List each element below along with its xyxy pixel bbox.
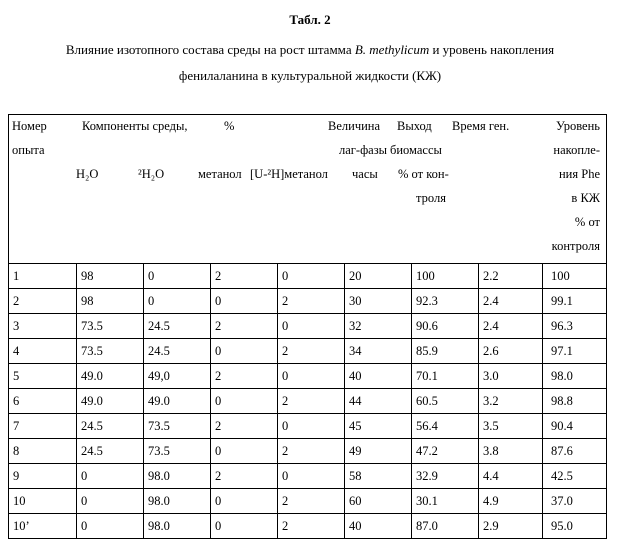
cell-biomass-yield: 32.9 [412, 464, 479, 489]
table-row [9, 339, 607, 364]
cell-methanol: 2 [211, 414, 278, 439]
cell-phe-level: 97.1 [543, 339, 607, 364]
cell-experiment-no: 9 [9, 464, 77, 489]
cell-phe-level: 98.0 [543, 364, 607, 389]
cell-h2o: 98 [77, 264, 144, 289]
cell-h2o: 24.5 [77, 439, 144, 464]
cell-experiment-no: 1 [9, 264, 77, 289]
cell-phe-level: 100 [543, 264, 607, 289]
table-row [9, 289, 607, 314]
cell-phe-level: 90.4 [543, 414, 607, 439]
cell-h2o: 49.0 [77, 364, 144, 389]
cell-biomass-yield: 85.9 [412, 339, 479, 364]
cell-deuterated-methanol: 2 [278, 439, 345, 464]
header-experiment-no-line1: Номер [12, 119, 47, 133]
cell-biomass-yield: 56.4 [412, 414, 479, 439]
cell-h2o: 73.5 [77, 314, 144, 339]
cell-lag-phase: 44 [345, 389, 412, 414]
cell-phe-level: 95.0 [543, 514, 607, 539]
caption-text-start: Влияние изотопного состава среды на рост штамма [65, 42, 355, 57]
cell-h2o: 0 [77, 464, 144, 489]
cell-lag-phase: 60 [345, 489, 412, 514]
cell-h2o: 49.0 [77, 389, 144, 414]
header-phe-line6: контроля [551, 239, 600, 253]
cell-deuterated-methanol: 2 [278, 289, 345, 314]
cell-generation-time: 2.2 [479, 264, 543, 289]
cell-biomass-yield: 30.1 [412, 489, 479, 514]
caption-text-end: и уровень накопления [429, 42, 555, 57]
cell-methanol: 0 [211, 389, 278, 414]
cell-d2o: 0 [144, 264, 211, 289]
cell-generation-time: 4.9 [479, 489, 543, 514]
cell-deuterated-methanol: 2 [278, 489, 345, 514]
cell-d2o: 73.5 [144, 414, 211, 439]
cell-generation-time: 2.4 [479, 289, 543, 314]
cell-experiment-no: 5 [9, 364, 77, 389]
cell-deuterated-methanol: 0 [278, 364, 345, 389]
header-lag-phase-line1: Величина [328, 119, 381, 133]
cell-generation-time: 3.0 [479, 364, 543, 389]
header-phe-line4: в КЖ [571, 191, 600, 205]
header-yield-line3: % от кон- [398, 167, 449, 181]
header-phe-line1: Уровень [555, 119, 600, 133]
cell-phe-level: 42.5 [543, 464, 607, 489]
cell-lag-phase: 30 [345, 289, 412, 314]
header-deuterated-methanol: [U-²H]метанол [250, 167, 328, 181]
cell-methanol: 2 [211, 264, 278, 289]
cell-generation-time: 4.4 [479, 464, 543, 489]
cell-experiment-no: 2 [9, 289, 77, 314]
cell-h2o: 0 [77, 489, 144, 514]
cell-h2o: 24.5 [77, 414, 144, 439]
cell-experiment-no: 3 [9, 314, 77, 339]
cell-biomass-yield: 92.3 [412, 289, 479, 314]
cell-lag-phase: 32 [345, 314, 412, 339]
cell-experiment-no: 7 [9, 414, 77, 439]
cell-experiment-no: 10 [9, 489, 77, 514]
cell-deuterated-methanol: 2 [278, 389, 345, 414]
cell-biomass-yield: 70.1 [412, 364, 479, 389]
cell-methanol: 2 [211, 314, 278, 339]
header-components-label: Компоненты среды, [82, 119, 188, 133]
cell-methanol: 2 [211, 364, 278, 389]
cell-generation-time: 2.9 [479, 514, 543, 539]
cell-methanol: 0 [211, 514, 278, 539]
cell-methanol: 2 [211, 464, 278, 489]
cell-lag-phase: 45 [345, 414, 412, 439]
cell-d2o: 98.0 [144, 514, 211, 539]
cell-deuterated-methanol: 0 [278, 464, 345, 489]
cell-generation-time: 3.8 [479, 439, 543, 464]
table-header [8, 114, 606, 262]
cell-phe-level: 98.8 [543, 389, 607, 414]
header-percent-label: % [224, 119, 235, 133]
table-row [9, 314, 607, 339]
cell-h2o: 0 [77, 514, 144, 539]
cell-biomass-yield: 100 [412, 264, 479, 289]
table-title: Табл. 2 [289, 12, 331, 27]
cell-d2o: 24.5 [144, 314, 211, 339]
caption-line-2: фенилаланина в культуральной жидкости (КЖ) [178, 68, 442, 83]
cell-d2o: 98.0 [144, 489, 211, 514]
caption-species-name: B. methylicum [354, 42, 430, 57]
cell-lag-phase: 34 [345, 339, 412, 364]
header-lag-phase-unit: часы [352, 167, 378, 181]
table-row [9, 414, 607, 439]
table-row [9, 364, 607, 389]
cell-generation-time: 2.4 [479, 314, 543, 339]
cell-generation-time: 2.6 [479, 339, 543, 364]
cell-biomass-yield: 87.0 [412, 514, 479, 539]
cell-biomass-yield: 90.6 [412, 314, 479, 339]
header-experiment-no-line2: опыта [12, 143, 45, 157]
table-caption [0, 37, 620, 89]
header-yield-line4: троля [416, 191, 446, 205]
cell-experiment-no: 10’ [9, 514, 77, 539]
cell-h2o: 98 [77, 289, 144, 314]
cell-lag-phase: 49 [345, 439, 412, 464]
cell-experiment-no: 6 [9, 389, 77, 414]
cell-phe-level: 99.1 [543, 289, 607, 314]
cell-d2o: 24.5 [144, 339, 211, 364]
cell-methanol: 0 [211, 289, 278, 314]
cell-lag-phase: 40 [345, 514, 412, 539]
header-lag-phase-line2: лаг-фазы [339, 143, 388, 157]
header-d2o: ²H₂O [138, 167, 165, 181]
cell-d2o: 73.5 [144, 439, 211, 464]
cell-phe-level: 37.0 [543, 489, 607, 514]
cell-deuterated-methanol: 2 [278, 514, 345, 539]
cell-methanol: 0 [211, 439, 278, 464]
cell-generation-time: 3.2 [479, 389, 543, 414]
header-yield-line2: биомассы [390, 143, 442, 157]
cell-biomass-yield: 60.5 [412, 389, 479, 414]
cell-deuterated-methanol: 2 [278, 339, 345, 364]
cell-phe-level: 87.6 [543, 439, 607, 464]
cell-d2o: 49,0 [144, 364, 211, 389]
cell-generation-time: 3.5 [479, 414, 543, 439]
cell-experiment-no: 8 [9, 439, 77, 464]
cell-h2o: 73.5 [77, 339, 144, 364]
header-h2o: H₂O [76, 167, 99, 181]
cell-lag-phase: 58 [345, 464, 412, 489]
cell-methanol: 0 [211, 489, 278, 514]
cell-d2o: 0 [144, 289, 211, 314]
cell-lag-phase: 20 [345, 264, 412, 289]
cell-deuterated-methanol: 0 [278, 414, 345, 439]
table-row [9, 264, 607, 289]
table-row [9, 464, 607, 489]
cell-biomass-yield: 47.2 [412, 439, 479, 464]
cell-d2o: 49.0 [144, 389, 211, 414]
header-phe-line5: % от [574, 215, 600, 229]
table-row [9, 514, 607, 539]
table-row [9, 489, 607, 514]
table-row [9, 439, 607, 464]
cell-deuterated-methanol: 0 [278, 264, 345, 289]
cell-lag-phase: 40 [345, 364, 412, 389]
cell-d2o: 98.0 [144, 464, 211, 489]
header-methanol: метанол [198, 167, 242, 181]
cell-experiment-no: 4 [9, 339, 77, 364]
header-yield-line1: Выход [397, 119, 432, 133]
table-row [9, 389, 607, 414]
cell-deuterated-methanol: 0 [278, 314, 345, 339]
cell-methanol: 0 [211, 339, 278, 364]
header-generation-time: Время ген. [452, 119, 510, 133]
cell-phe-level: 96.3 [543, 314, 607, 339]
header-phe-line2: накопле- [553, 143, 600, 157]
header-phe-line3: ния Phe [558, 167, 600, 181]
